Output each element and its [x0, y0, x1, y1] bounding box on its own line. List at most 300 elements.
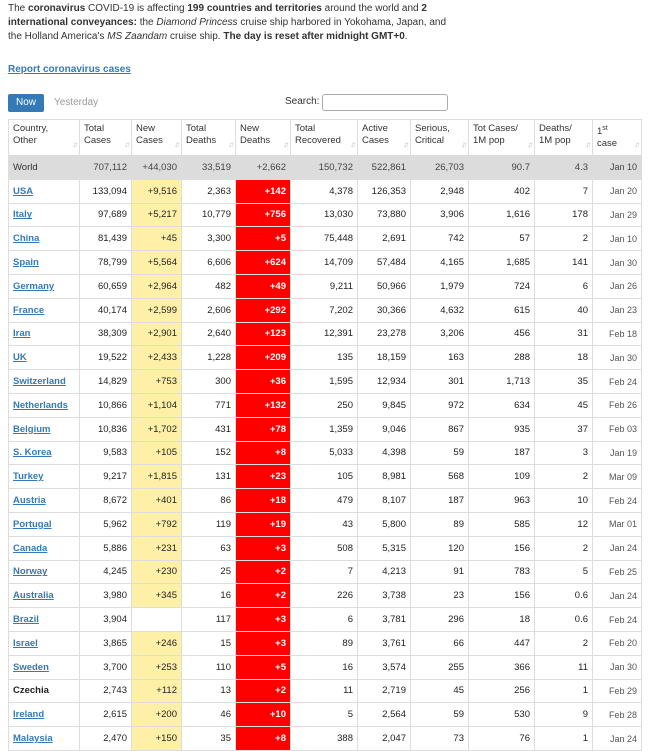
cell-country[interactable]: Italy	[9, 203, 80, 227]
cell-total-deaths: 46	[182, 703, 236, 727]
cell-active-cases: 9,046	[358, 417, 411, 441]
cell-deaths-per-1m: 5	[535, 560, 593, 584]
cell-total-recovered: 13,030	[291, 203, 358, 227]
cell-cases-per-1m: 366	[469, 655, 535, 679]
cell-new-cases: +5,564	[132, 251, 182, 275]
cell-total-cases: 133,094	[80, 179, 132, 203]
cell-total-recovered: 12,391	[291, 322, 358, 346]
cell-total-recovered: 6	[291, 608, 358, 632]
cell-active-cases: 5,800	[358, 512, 411, 536]
cell-cases-per-1m: 456	[469, 322, 535, 346]
table-row	[9, 274, 642, 298]
cell-new-cases: +401	[132, 489, 182, 513]
cell-deaths-per-1m: 6	[535, 274, 593, 298]
cell-total-deaths: 2,363	[182, 179, 236, 203]
search-label: Search:	[285, 96, 320, 107]
table-row	[9, 727, 642, 751]
table-row	[9, 631, 642, 655]
cell-new-deaths: +49	[236, 274, 291, 298]
sort-icon[interactable]: ↓↑	[350, 140, 354, 149]
table-row	[9, 703, 642, 727]
cell-deaths-per-1m: 35	[535, 370, 593, 394]
sort-icon[interactable]: ↓↑	[72, 140, 76, 149]
cell-new-deaths: +36	[236, 370, 291, 394]
cell-deaths-per-1m: 9	[535, 703, 593, 727]
cell-deaths-per-1m: 1	[535, 727, 593, 751]
cell-total-deaths: 431	[182, 417, 236, 441]
cell-active-cases: 8,981	[358, 465, 411, 489]
cell-new-deaths: +5	[236, 227, 291, 251]
cell-country[interactable]: Australia	[9, 584, 80, 608]
cell-new-deaths: +624	[236, 251, 291, 275]
cell-total-deaths: 15	[182, 631, 236, 655]
cell-serious-critical: 2,948	[411, 179, 469, 203]
cell-total-cases: 81,439	[80, 227, 132, 251]
cell-total-deaths: 152	[182, 441, 236, 465]
cell-serious-critical: 4,632	[411, 298, 469, 322]
header-first-case[interactable]: 1st case ↓↑	[593, 120, 642, 156]
cell-first-case: Feb 18	[593, 322, 642, 346]
cell-country[interactable]: Israel	[9, 631, 80, 655]
cell-total-recovered: 226	[291, 584, 358, 608]
table-row	[9, 417, 642, 441]
cell-country[interactable]: UK	[9, 346, 80, 370]
cell-active-cases: 57,484	[358, 251, 411, 275]
cell-new-deaths: +2	[236, 560, 291, 584]
cell-total-cases: 8,672	[80, 489, 132, 513]
cell-country[interactable]: France	[9, 298, 80, 322]
cell-new-cases: +45	[132, 227, 182, 251]
cell-serious-critical: 296	[411, 608, 469, 632]
cell-country[interactable]: Sweden	[9, 655, 80, 679]
cell-total-deaths: 16	[182, 584, 236, 608]
tab-yesterday[interactable]: Yesterday	[54, 97, 99, 108]
sort-icon[interactable]: ↓↑	[585, 140, 589, 149]
cell-new-deaths: +8	[236, 441, 291, 465]
cell-total-deaths: 33,519	[182, 156, 236, 180]
cell-country[interactable]: Portugal	[9, 512, 80, 536]
cell-deaths-per-1m: 178	[535, 203, 593, 227]
cell-country[interactable]: Canada	[9, 536, 80, 560]
sort-icon[interactable]: ↓↑	[461, 140, 465, 149]
header-total-deaths[interactable]: Total Deaths ↓↑	[182, 120, 236, 156]
cell-active-cases: 18,159	[358, 346, 411, 370]
cell-active-cases: 3,781	[358, 608, 411, 632]
cell-active-cases: 9,845	[358, 393, 411, 417]
cell-new-cases: +253	[132, 655, 182, 679]
cell-serious-critical: 255	[411, 655, 469, 679]
cell-new-cases: +44,030	[132, 156, 182, 180]
cell-cases-per-1m: 585	[469, 512, 535, 536]
cell-first-case: Jan 30	[593, 346, 642, 370]
cell-new-deaths: +2	[236, 679, 291, 703]
cell-serious-critical: 742	[411, 227, 469, 251]
cell-first-case: Jan 29	[593, 203, 642, 227]
table-row	[9, 560, 642, 584]
cell-new-deaths: +8	[236, 727, 291, 751]
cell-new-cases: +150	[132, 727, 182, 751]
cell-serious-critical: 3,206	[411, 322, 469, 346]
cell-deaths-per-1m: 0.6	[535, 584, 593, 608]
cell-new-deaths: +5	[236, 655, 291, 679]
cell-country[interactable]: Germany	[9, 274, 80, 298]
cell-serious-critical: 59	[411, 703, 469, 727]
cell-total-recovered: 135	[291, 346, 358, 370]
cell-new-cases: +246	[132, 631, 182, 655]
cell-total-deaths: 117	[182, 608, 236, 632]
cell-active-cases: 12,934	[358, 370, 411, 394]
cell-active-cases: 23,278	[358, 322, 411, 346]
cell-deaths-per-1m: 4.3	[535, 156, 593, 180]
cell-new-cases: +9,516	[132, 179, 182, 203]
header-cases-per-1m[interactable]: Tot Cases/ 1M pop ↓↑	[469, 120, 535, 156]
cell-active-cases: 3,574	[358, 655, 411, 679]
cell-new-cases: +1,702	[132, 417, 182, 441]
cell-deaths-per-1m: 1	[535, 679, 593, 703]
cell-total-recovered: 105	[291, 465, 358, 489]
cell-total-cases: 2,470	[80, 727, 132, 751]
cell-first-case: Feb 24	[593, 608, 642, 632]
cell-total-cases: 38,309	[80, 322, 132, 346]
cell-total-recovered: 250	[291, 393, 358, 417]
cell-first-case: Jan 10	[593, 156, 642, 180]
cell-total-recovered: 1,359	[291, 417, 358, 441]
cell-cases-per-1m: 1,685	[469, 251, 535, 275]
header-new-deaths[interactable]: New Deaths ↓↑	[236, 120, 291, 156]
cell-new-deaths: +756	[236, 203, 291, 227]
cell-total-recovered: 7	[291, 560, 358, 584]
cell-country[interactable]: China	[9, 227, 80, 251]
cell-cases-per-1m: 724	[469, 274, 535, 298]
cell-serious-critical: 867	[411, 417, 469, 441]
cell-deaths-per-1m: 45	[535, 393, 593, 417]
cell-serious-critical: 1,979	[411, 274, 469, 298]
header-deaths-per-1m[interactable]: Deaths/ 1M pop ↓↑	[535, 120, 593, 156]
cell-deaths-per-1m: 2	[535, 465, 593, 489]
cell-total-deaths: 2,606	[182, 298, 236, 322]
cell-new-deaths: +3	[236, 608, 291, 632]
cell-total-deaths: 131	[182, 465, 236, 489]
cell-new-deaths: +3	[236, 631, 291, 655]
table-row	[9, 489, 642, 513]
cell-total-deaths: 110	[182, 655, 236, 679]
cell-total-cases: 3,865	[80, 631, 132, 655]
cell-active-cases: 8,107	[358, 489, 411, 513]
cell-total-cases: 40,174	[80, 298, 132, 322]
cell-cases-per-1m: 187	[469, 441, 535, 465]
intro-text: The coronavirus COVID-19 is affecting 199 countries and territories around the world and 2 international conveyances: the Diamond Princess cruise ship harbored in Yokohama, Japan, and the Holland America's MS Zaandam cruise ship. The day is reset after midnight GMT+0.	[8, 3, 447, 42]
cell-serious-critical: 66	[411, 631, 469, 655]
cell-cases-per-1m: 256	[469, 679, 535, 703]
cell-total-recovered: 4,378	[291, 179, 358, 203]
cell-total-cases: 19,522	[80, 346, 132, 370]
cell-total-recovered: 5	[291, 703, 358, 727]
cell-deaths-per-1m: 18	[535, 346, 593, 370]
table-row	[9, 203, 642, 227]
cell-first-case: Jan 24	[593, 536, 642, 560]
cell-active-cases: 50,966	[358, 274, 411, 298]
cell-new-cases: +2,433	[132, 346, 182, 370]
cell-serious-critical: 23	[411, 584, 469, 608]
cell-deaths-per-1m: 7	[535, 179, 593, 203]
cell-total-cases: 5,962	[80, 512, 132, 536]
cell-total-cases: 3,700	[80, 655, 132, 679]
cell-serious-critical: 120	[411, 536, 469, 560]
cell-country[interactable]: Switzerland	[9, 370, 80, 394]
cell-cases-per-1m: 156	[469, 584, 535, 608]
cell-country[interactable]: Norway	[9, 560, 80, 584]
cell-new-deaths: +3	[236, 536, 291, 560]
table-row	[9, 465, 642, 489]
cell-country[interactable]: Brazil	[9, 608, 80, 632]
cell-new-cases: +2,901	[132, 322, 182, 346]
cell-serious-critical: 3,906	[411, 203, 469, 227]
header-country[interactable]: Country, Other ↓↑	[9, 120, 80, 156]
cell-total-deaths: 300	[182, 370, 236, 394]
cell-deaths-per-1m: 141	[535, 251, 593, 275]
cell-total-cases: 9,217	[80, 465, 132, 489]
table-row	[9, 298, 642, 322]
cell-first-case: Jan 26	[593, 274, 642, 298]
cell-first-case: Jan 20	[593, 179, 642, 203]
cell-new-deaths: +142	[236, 179, 291, 203]
cell-country[interactable]: Spain	[9, 251, 80, 275]
cell-country: Czechia	[9, 679, 80, 703]
header-active-cases[interactable]: Active Cases ↓↑	[358, 120, 411, 156]
sort-icon[interactable]: ↓↑	[124, 140, 128, 149]
cell-total-cases: 3,980	[80, 584, 132, 608]
cell-deaths-per-1m: 3	[535, 441, 593, 465]
cell-country[interactable]: Austria	[9, 489, 80, 513]
cell-total-recovered: 150,732	[291, 156, 358, 180]
cell-country[interactable]: Ireland	[9, 703, 80, 727]
cell-country[interactable]: S. Korea	[9, 441, 80, 465]
cell-new-deaths: +123	[236, 322, 291, 346]
cell-deaths-per-1m: 12	[535, 512, 593, 536]
cell-active-cases: 4,398	[358, 441, 411, 465]
cell-first-case: Jan 23	[593, 298, 642, 322]
sort-icon[interactable]: ↓↑	[174, 140, 178, 149]
cell-active-cases: 2,047	[358, 727, 411, 751]
cell-total-recovered: 7,202	[291, 298, 358, 322]
cell-serious-critical: 163	[411, 346, 469, 370]
cell-new-deaths: +2,662	[236, 156, 291, 180]
cell-total-cases: 9,583	[80, 441, 132, 465]
cell-new-deaths: +2	[236, 584, 291, 608]
cell-new-cases: +5,217	[132, 203, 182, 227]
cell-first-case: Feb 28	[593, 703, 642, 727]
cell-cases-per-1m: 447	[469, 631, 535, 655]
table-row	[9, 441, 642, 465]
cell-total-deaths: 3,300	[182, 227, 236, 251]
cell-total-deaths: 2,640	[182, 322, 236, 346]
cell-total-recovered: 89	[291, 631, 358, 655]
sort-icon[interactable]: ↓↑	[634, 140, 638, 149]
cell-cases-per-1m: 634	[469, 393, 535, 417]
table-body	[9, 156, 642, 751]
table-row	[9, 322, 642, 346]
cell-deaths-per-1m: 31	[535, 322, 593, 346]
cell-new-deaths: +10	[236, 703, 291, 727]
cell-total-recovered: 43	[291, 512, 358, 536]
cell-serious-critical: 59	[411, 441, 469, 465]
cell-deaths-per-1m: 2	[535, 536, 593, 560]
cell-new-deaths: +18	[236, 489, 291, 513]
cell-first-case: Feb 20	[593, 631, 642, 655]
table-row	[9, 679, 642, 703]
cell-deaths-per-1m: 37	[535, 417, 593, 441]
cell-first-case: Feb 24	[593, 370, 642, 394]
cell-cases-per-1m: 530	[469, 703, 535, 727]
cell-cases-per-1m: 402	[469, 179, 535, 203]
cell-new-deaths: +132	[236, 393, 291, 417]
cell-new-cases: +112	[132, 679, 182, 703]
world-row	[9, 156, 642, 180]
cell-cases-per-1m: 1,713	[469, 370, 535, 394]
cell-cases-per-1m: 615	[469, 298, 535, 322]
cell-country[interactable]: Netherlands	[9, 393, 80, 417]
cell-total-cases: 3,904	[80, 608, 132, 632]
cell-country[interactable]: USA	[9, 179, 80, 203]
cell-first-case: Jan 30	[593, 655, 642, 679]
cell-active-cases: 30,366	[358, 298, 411, 322]
sort-icon[interactable]: ↓↑	[527, 140, 531, 149]
cell-serious-critical: 73	[411, 727, 469, 751]
cell-total-recovered: 508	[291, 536, 358, 560]
search-input[interactable]	[322, 94, 448, 111]
table-row	[9, 584, 642, 608]
cell-first-case: Jan 19	[593, 441, 642, 465]
cell-first-case: Feb 29	[593, 679, 642, 703]
cell-total-deaths: 86	[182, 489, 236, 513]
cell-total-recovered: 11	[291, 679, 358, 703]
header-new-cases[interactable]: New Cases ↓↑	[132, 120, 182, 156]
cell-first-case: Jan 24	[593, 727, 642, 751]
table-row	[9, 655, 642, 679]
cell-cases-per-1m: 57	[469, 227, 535, 251]
cell-first-case: Mar 09	[593, 465, 642, 489]
cell-country[interactable]: Iran	[9, 322, 80, 346]
table-row	[9, 512, 642, 536]
cell-total-deaths: 6,606	[182, 251, 236, 275]
cell-new-cases: +2,964	[132, 274, 182, 298]
sort-icon[interactable]: ↓↑	[228, 140, 232, 149]
cell-cases-per-1m: 288	[469, 346, 535, 370]
table-row	[9, 608, 642, 632]
cell-total-cases: 10,836	[80, 417, 132, 441]
table-row	[9, 393, 642, 417]
cell-total-cases: 14,829	[80, 370, 132, 394]
cell-cases-per-1m: 76	[469, 727, 535, 751]
cell-serious-critical: 4,165	[411, 251, 469, 275]
sort-icon[interactable]: ↓↑	[283, 140, 287, 149]
table-row	[9, 370, 642, 394]
cell-deaths-per-1m: 2	[535, 227, 593, 251]
cell-new-cases: +105	[132, 441, 182, 465]
cell-active-cases: 2,719	[358, 679, 411, 703]
cell-total-recovered: 75,448	[291, 227, 358, 251]
cell-total-deaths: 63	[182, 536, 236, 560]
cell-total-cases: 2,615	[80, 703, 132, 727]
cell-total-deaths: 13	[182, 679, 236, 703]
sort-icon[interactable]: ↓↑	[403, 140, 407, 149]
cell-cases-per-1m: 783	[469, 560, 535, 584]
cell-cases-per-1m: 18	[469, 608, 535, 632]
table-row	[9, 536, 642, 560]
cell-new-cases: +1,815	[132, 465, 182, 489]
cell-total-recovered: 9,211	[291, 274, 358, 298]
cell-country[interactable]: Turkey	[9, 465, 80, 489]
header-total-recovered[interactable]: Total Recovered ↓↑	[291, 120, 358, 156]
cell-new-cases: +345	[132, 584, 182, 608]
cases-table	[8, 119, 642, 751]
cell-cases-per-1m: 109	[469, 465, 535, 489]
cell-cases-per-1m: 1,616	[469, 203, 535, 227]
table-row	[9, 346, 642, 370]
cell-cases-per-1m: 90.7	[469, 156, 535, 180]
cell-total-deaths: 482	[182, 274, 236, 298]
cell-first-case: Jan 30	[593, 251, 642, 275]
cell-first-case: Jan 10	[593, 227, 642, 251]
tab-now[interactable]: Now	[8, 94, 44, 112]
cell-total-deaths: 1,228	[182, 346, 236, 370]
cell-total-cases: 4,245	[80, 560, 132, 584]
cell-country: World	[9, 156, 80, 180]
cell-new-deaths: +292	[236, 298, 291, 322]
cell-total-deaths: 10,779	[182, 203, 236, 227]
cell-cases-per-1m: 963	[469, 489, 535, 513]
cell-active-cases: 3,738	[358, 584, 411, 608]
cell-active-cases: 5,315	[358, 536, 411, 560]
cell-active-cases: 2,564	[358, 703, 411, 727]
cell-new-deaths: +78	[236, 417, 291, 441]
cell-new-deaths: +19	[236, 512, 291, 536]
cell-serious-critical: 568	[411, 465, 469, 489]
header-total-cases[interactable]: Total Cases ↓↑	[80, 120, 132, 156]
cell-total-recovered: 1,595	[291, 370, 358, 394]
cell-active-cases: 2,691	[358, 227, 411, 251]
cell-total-deaths: 771	[182, 393, 236, 417]
cell-deaths-per-1m: 0.6	[535, 608, 593, 632]
table-row	[9, 179, 642, 203]
cell-active-cases: 522,861	[358, 156, 411, 180]
cell-serious-critical: 91	[411, 560, 469, 584]
cell-first-case: Feb 03	[593, 417, 642, 441]
cell-cases-per-1m: 156	[469, 536, 535, 560]
cell-first-case: Feb 24	[593, 489, 642, 513]
header-serious-critical[interactable]: Serious, Critical ↓↑	[411, 120, 469, 156]
cell-new-deaths: +23	[236, 465, 291, 489]
cell-deaths-per-1m: 11	[535, 655, 593, 679]
cell-new-cases	[132, 608, 182, 632]
cell-country[interactable]: Belgium	[9, 417, 80, 441]
cell-total-cases: 97,689	[80, 203, 132, 227]
cell-country[interactable]: Malaysia	[9, 727, 80, 751]
cell-total-cases: 2,743	[80, 679, 132, 703]
cell-total-cases: 78,799	[80, 251, 132, 275]
cell-active-cases: 126,353	[358, 179, 411, 203]
cell-total-recovered: 479	[291, 489, 358, 513]
cell-deaths-per-1m: 10	[535, 489, 593, 513]
table-row	[9, 227, 642, 251]
cell-total-cases: 60,659	[80, 274, 132, 298]
table-row	[9, 251, 642, 275]
cell-deaths-per-1m: 40	[535, 298, 593, 322]
report-cases-link[interactable]: Report coronavirus cases	[8, 64, 131, 75]
cell-total-deaths: 119	[182, 512, 236, 536]
cell-serious-critical: 45	[411, 679, 469, 703]
cell-serious-critical: 187	[411, 489, 469, 513]
